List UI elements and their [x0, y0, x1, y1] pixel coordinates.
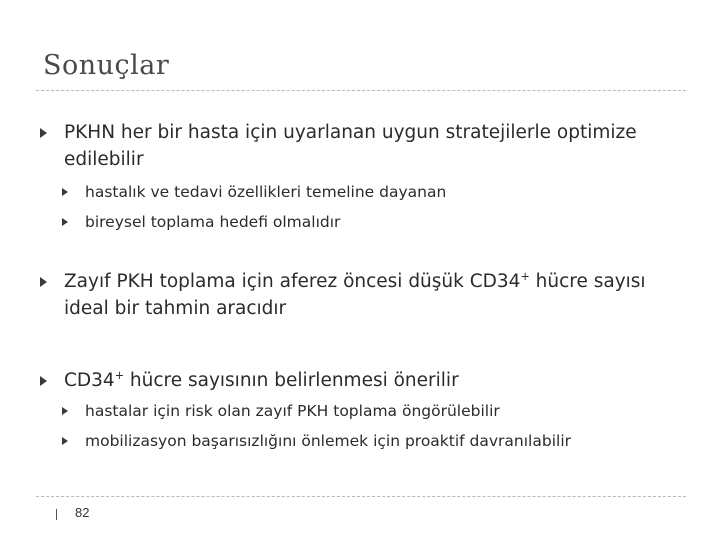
- sub-bullet-item: [62, 181, 682, 203]
- bullet-text: [64, 367, 680, 394]
- sub-bullet-text: hastalık ve tedavi özellikleri temeline dayanan: [85, 183, 447, 201]
- sub-bullet-arrow-icon: [62, 437, 68, 445]
- sub-bullet-text: bireysel toplama hedefi olmalıdır: [85, 213, 341, 231]
- sub-bullet-arrow-icon: [62, 407, 68, 415]
- page-number: 82: [75, 505, 90, 520]
- bullet-arrow-icon: [40, 277, 47, 287]
- footer-divider: [36, 496, 686, 497]
- bullet-text: PKHN her bir hasta için uyarlanan uygun stratejilerle optimize edilebilir: [64, 122, 637, 170]
- bullet-item: [40, 268, 680, 322]
- bullet-text-part: CD34: [64, 370, 115, 391]
- sub-bullet-arrow-icon: [62, 188, 68, 196]
- bullet-text-part: hücre sayısının belirlenmesi önerilir: [124, 370, 459, 391]
- title-divider: [36, 90, 686, 91]
- sub-bullet-item: [62, 211, 682, 233]
- sub-bullet-text: mobilizasyon başarısızlığını önlemek için proaktif davranılabilir: [85, 432, 571, 450]
- sub-bullet-item: [62, 400, 682, 422]
- bullet-arrow-icon: [40, 376, 47, 386]
- bullet-text-part: Zayıf PKH toplama için aferez öncesi düşük CD34: [64, 271, 521, 292]
- footer-bar: [56, 509, 57, 520]
- sub-bullet-text: hastalar için risk olan zayıf PKH toplama öngörülebilir: [85, 402, 500, 420]
- slide-title: Sonuçlar: [43, 50, 170, 81]
- bullet-text-part: hücre sayısı ideal bir tahmin aracıdır: [64, 271, 646, 319]
- sub-bullet-item: [62, 430, 682, 452]
- superscript-plus: +: [520, 269, 530, 283]
- superscript-plus: +: [114, 368, 125, 382]
- bullet-item: [40, 367, 680, 394]
- bullet-text: [64, 268, 680, 322]
- bullet-item: [40, 119, 680, 173]
- sub-bullet-arrow-icon: [62, 218, 68, 226]
- bullet-arrow-icon: [40, 128, 47, 138]
